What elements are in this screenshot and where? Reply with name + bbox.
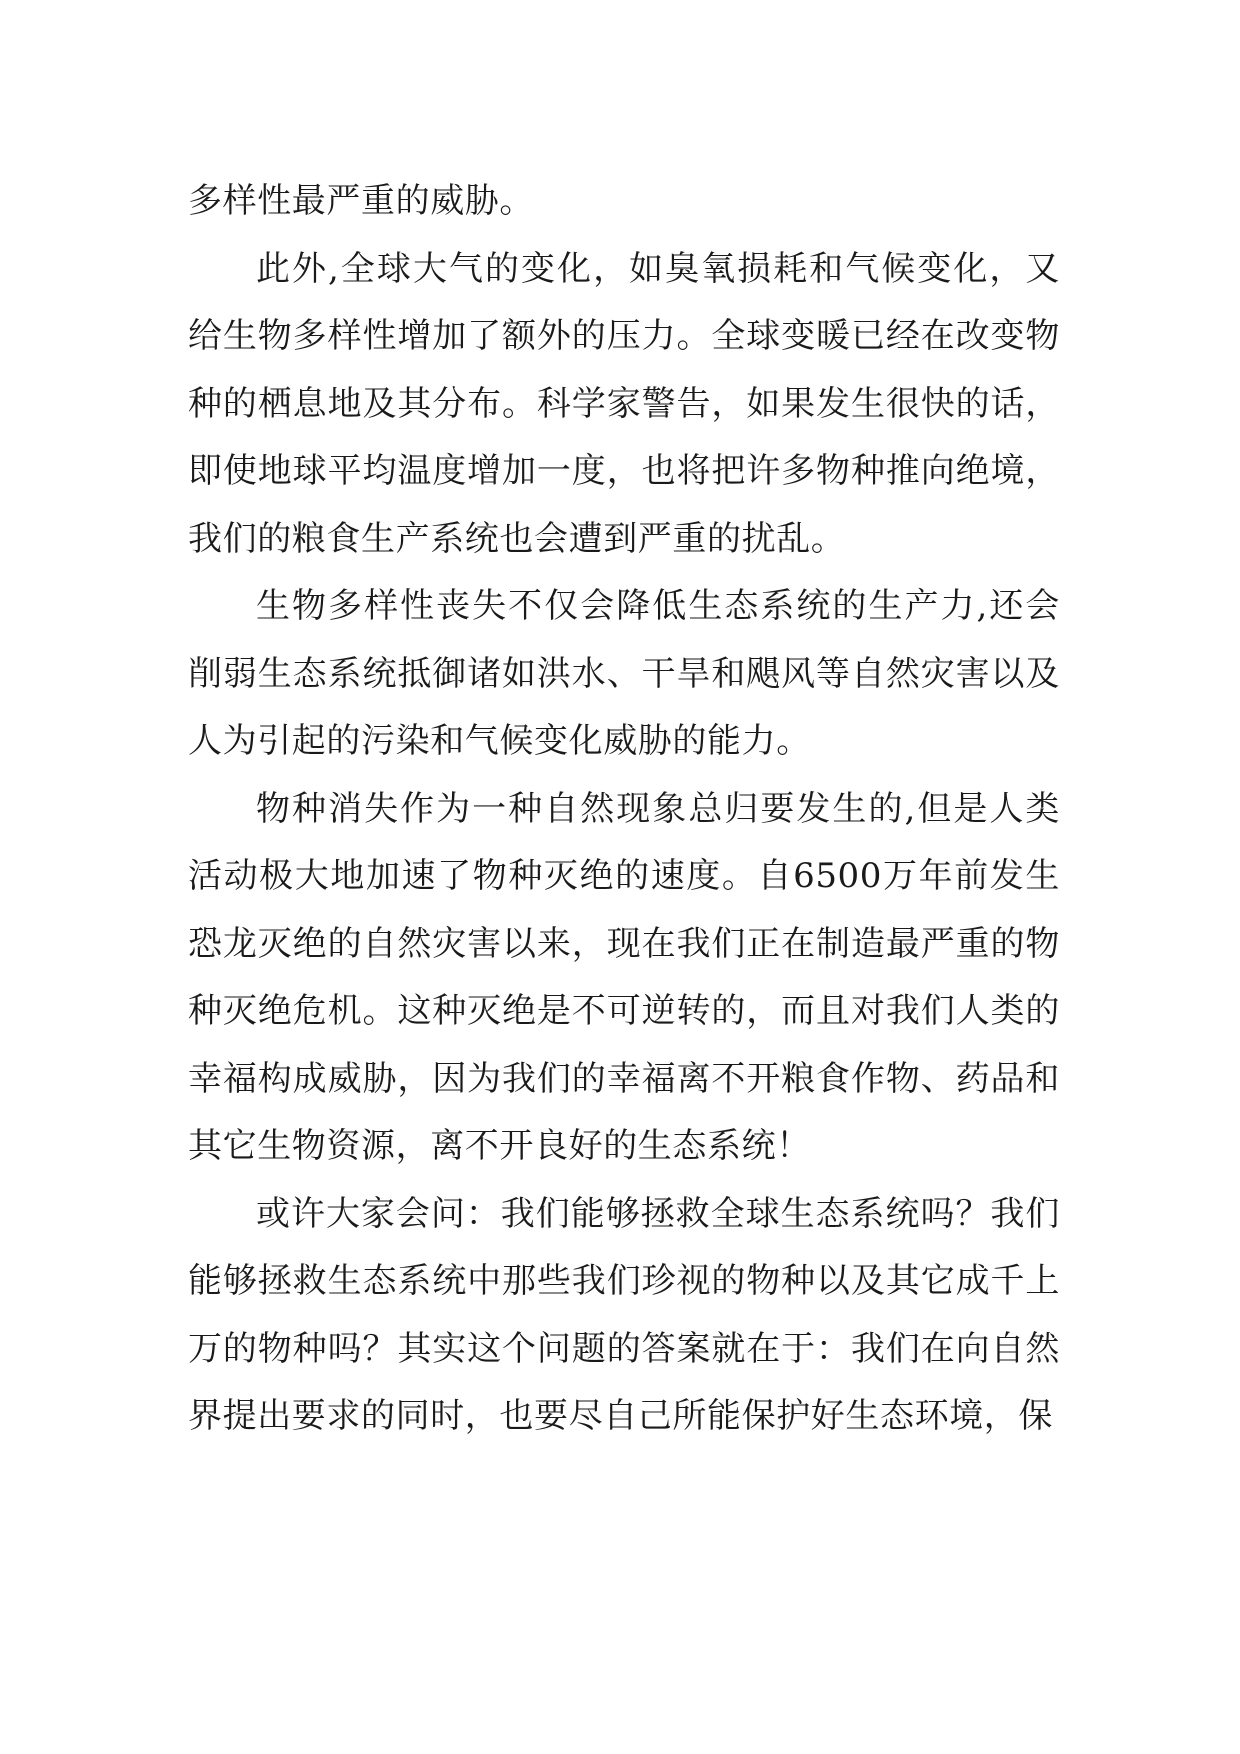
paragraph-saving-ecosystems: 或许大家会问：我们能够拯救全球生态系统吗？我们能够拯救生态系统中那些我们珍视的物种以及其它成千上万的物种吗？其实这个问题的答案就在于：我们在向自然界提出要求的同时，也要尽自己所能保护好生态环境，保	[188, 1193, 1060, 1436]
paragraph-species-extinction: 物种消失作为一种自然现象总归要发生的,但是人类活动极大地加速了物种灭绝的速度。自6500万年前发生恐龙灭绝的自然灾害以来，现在我们正在制造最严重的物种灭绝危机。这种灭绝是不可逆转的，而且对我们人类的幸福构成威胁，因为我们的幸福离不开粮食作物、药品和其它生物资源，离不开良好的生态系统！	[188, 788, 1060, 1166]
paragraph-ecosystem-productivity: 生物多样性丧失不仅会降低生态系统的生产力,还会削弱生态系统抵御诸如洪水、干旱和飓风等自然灾害以及人为引起的污染和气候变化威胁的能力。	[188, 586, 1060, 761]
paragraph-continued: 多样性最严重的威胁。	[188, 181, 534, 221]
body-text	[188, 168, 1060, 1451]
paragraph-atmosphere-change: 此外,全球大气的变化，如臭氧损耗和气候变化，又给生物多样性增加了额外的压力。全球变暖已经在改变物种的栖息地及其分布。科学家警告，如果发生很快的话，即使地球平均温度增加一度，也将把许多物种推向绝境，我们的粮食生产系统也会遭到严重的扰乱。	[188, 248, 1060, 559]
